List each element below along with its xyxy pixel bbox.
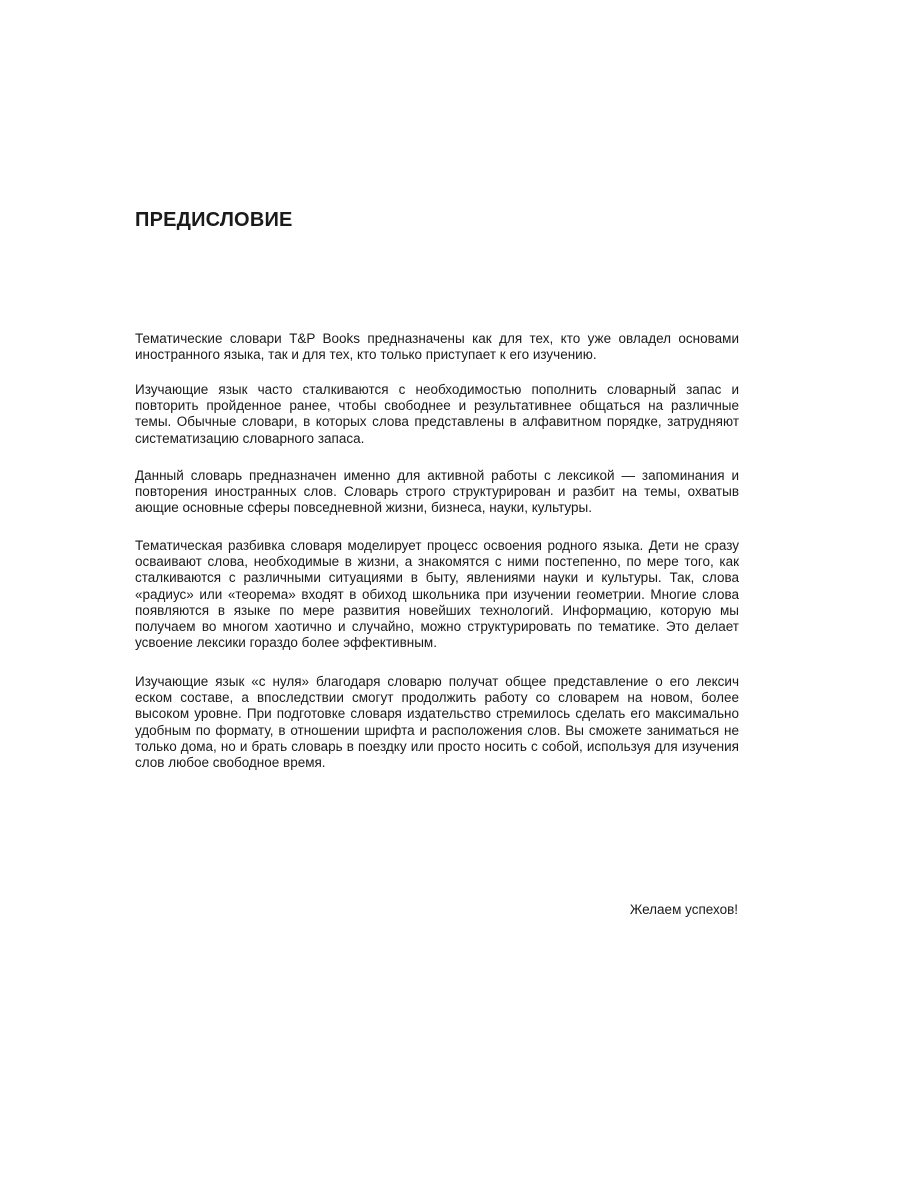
closing-wish: Желаем успехов! <box>629 902 738 917</box>
paragraph-dictionary-purpose: Данный словарь предназначен именно для активной работы с лексикой — запоминания и повторения иностранных слов. Словарь строго структурирован и разбит на темы, охватыв ающие основные сферы повседневной жизни, бизнеса, науки, культуры. <box>135 468 739 516</box>
paragraph-intro: Тематические словари T&P Books предназначены как для тех, кто уже овладел основами иностранного языка, так и для тех, кто только приступает к его изучению. <box>135 331 739 363</box>
paragraph-thematic-breakdown: Тематическая разбивка словаря моделирует процесс освоения родного языка. Дети не сразу осваивают слова, необходимые в жизни, а знакомятся с ними постепенно, по мере того, как сталкиваются с различными ситуациями в быту, явлениями науки и культуры. Так, слова «радиус» или «теорема» входят в обиход школьника при изучении геометрии. Многие слова появляются в языке по мере развития новейших технологий. Информацию, которую мы получаем во многом хаотично и случайно, можно структурировать по тематике. Это делает усвоение лексики гораздо более эффективным. <box>135 538 739 651</box>
page-title: ПРЕДИСЛОВИЕ <box>135 209 293 231</box>
paragraph-beginners: Изучающие язык «с нуля» благодаря словарю получат общее представление о его лексич еском составе, а впоследствии смогут продолжить работу со словарем на новом, более высоком уровне. При подготовке словаря издательство стремилось сделать его максимально удобным по формату, в отношении шрифта и расположения слов. Вы сможете заниматься не только дома, но и брать словарь в поездку или просто носить с собой, используя для изучения слов любое свободное время. <box>135 674 739 771</box>
paragraph-vocabulary-need: Изучающие язык часто сталкиваются с необходимостью пополнить словарный запас и повторить пройденное ранее, чтобы свободнее и результативнее общаться на различные темы. Обычные словари, в которых слова представлены в алфавитном порядке, затрудняют систематизацию словарного запаса. <box>135 382 739 446</box>
